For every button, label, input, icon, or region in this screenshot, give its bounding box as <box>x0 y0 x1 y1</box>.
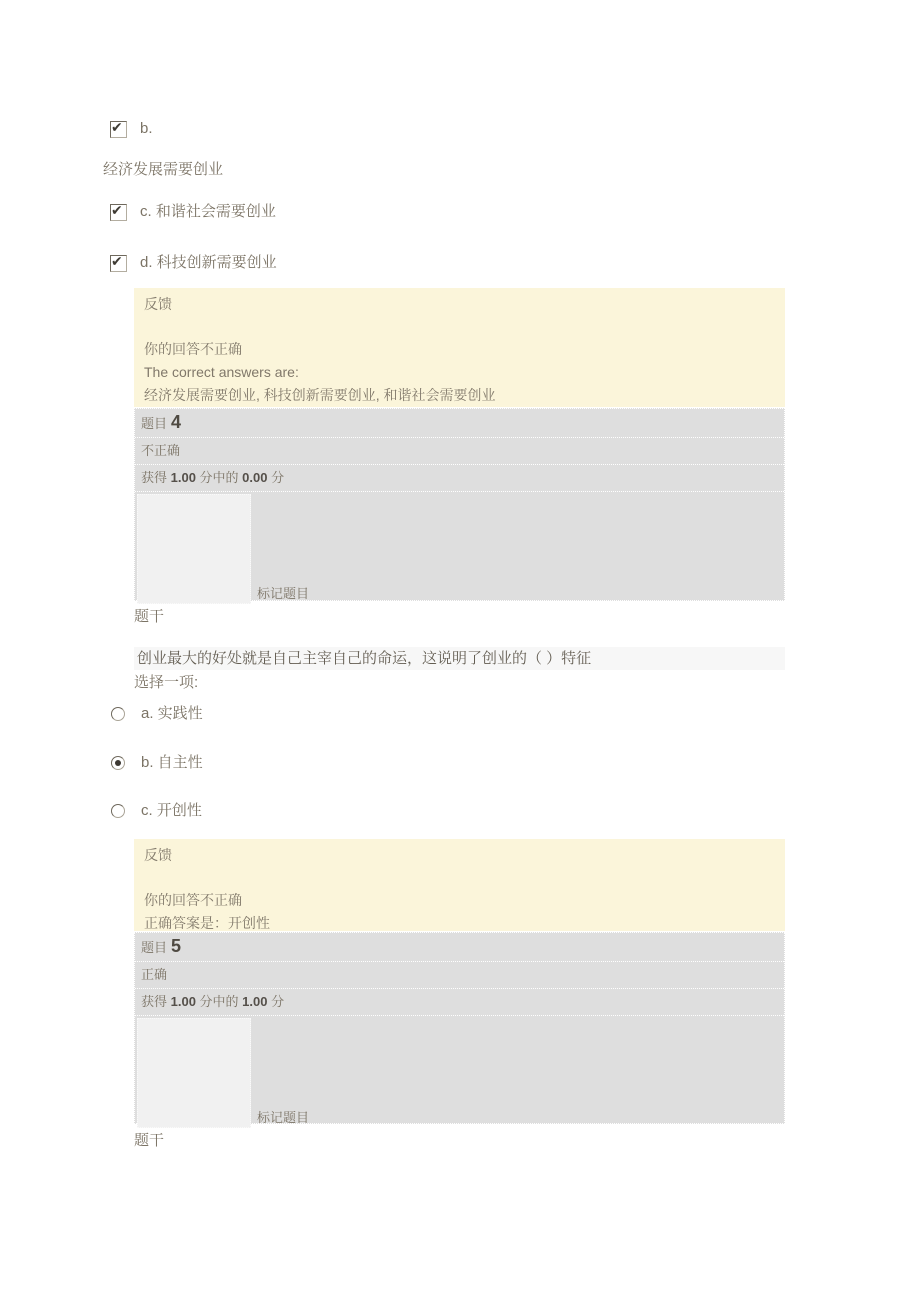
option-label: d. 科技创新需要创业 <box>140 254 277 271</box>
option-label: c. 开创性 <box>141 802 202 819</box>
grade-text: 分 <box>267 994 285 1009</box>
grade-text: 分 <box>267 470 285 485</box>
feedback-correct-intro: The correct answers are: <box>144 364 299 380</box>
question-number: 5 <box>171 936 182 956</box>
question-number-row <box>135 409 784 438</box>
answer-prompt: 选择一项: <box>134 674 199 691</box>
question-number-row <box>135 933 784 962</box>
radio-icon[interactable] <box>111 804 125 818</box>
stem-label: 题干 <box>134 1132 165 1149</box>
flag-question-button[interactable]: 标记题目 <box>257 1110 310 1125</box>
question-grade <box>135 989 784 1016</box>
option-label: a. 实践性 <box>141 705 203 722</box>
radio-icon[interactable] <box>111 756 125 770</box>
feedback-title: 反馈 <box>144 296 172 312</box>
option-label: c. 和谐社会需要创业 <box>140 203 276 220</box>
grade-max: 1.00 <box>170 994 196 1009</box>
feedback-box-q4 <box>134 839 785 931</box>
grade-earned: 1.00 <box>242 994 268 1009</box>
grade-text: 分中的 <box>195 994 243 1009</box>
feedback-verdict: 你的回答不正确 <box>144 341 242 357</box>
checkbox-option-b[interactable] <box>110 120 153 138</box>
question-label: 题目 <box>141 940 168 955</box>
feedback-title: 反馈 <box>144 847 172 863</box>
grade-max: 1.00 <box>170 470 196 485</box>
option-label: b. <box>140 120 153 137</box>
feedback-correct-line: 正确答案是：开创性 <box>144 915 270 931</box>
checkmark-icon <box>111 252 123 270</box>
question-label: 题目 <box>141 416 168 431</box>
checkbox-option-d[interactable] <box>110 254 277 272</box>
radio-dot-icon <box>115 760 121 766</box>
checkbox-icon[interactable] <box>110 204 127 221</box>
grade-earned: 0.00 <box>242 470 268 485</box>
grade-text: 获得 <box>141 470 171 485</box>
grade-text: 分中的 <box>195 470 243 485</box>
flag-image-placeholder <box>137 494 251 604</box>
question-number: 4 <box>171 412 182 432</box>
checkbox-option-c[interactable] <box>110 203 276 221</box>
question-state: 正确 <box>135 962 784 989</box>
flag-area <box>135 1016 784 1130</box>
grade-text: 获得 <box>141 994 171 1009</box>
feedback-correct-answers: 经济发展需要创业, 科技创新需要创业, 和谐社会需要创业 <box>144 387 496 403</box>
radio-icon[interactable] <box>111 707 125 721</box>
checkbox-icon[interactable] <box>110 255 127 272</box>
option-b-text: 经济发展需要创业 <box>103 161 224 178</box>
stem-label: 题干 <box>134 608 165 625</box>
checkmark-icon <box>111 118 123 136</box>
flag-image-placeholder <box>137 1018 251 1128</box>
flag-area <box>135 492 784 606</box>
radio-option-c[interactable] <box>111 802 202 820</box>
radio-option-a[interactable] <box>111 705 203 723</box>
question-grade <box>135 465 784 492</box>
radio-option-b[interactable] <box>111 754 203 772</box>
flag-question-button[interactable]: 标记题目 <box>257 586 310 601</box>
feedback-verdict: 你的回答不正确 <box>144 892 242 908</box>
question-info-q5 <box>134 932 785 1124</box>
question-state: 不正确 <box>135 438 784 465</box>
checkbox-icon[interactable] <box>110 121 127 138</box>
option-label: b. 自主性 <box>141 754 203 771</box>
question-info-q4 <box>134 408 785 601</box>
feedback-box-q3 <box>134 288 785 407</box>
question-text: 创业最大的好处就是自己主宰自己的命运，这说明了创业的（ ）特征 <box>134 647 785 670</box>
checkmark-icon <box>111 201 123 219</box>
